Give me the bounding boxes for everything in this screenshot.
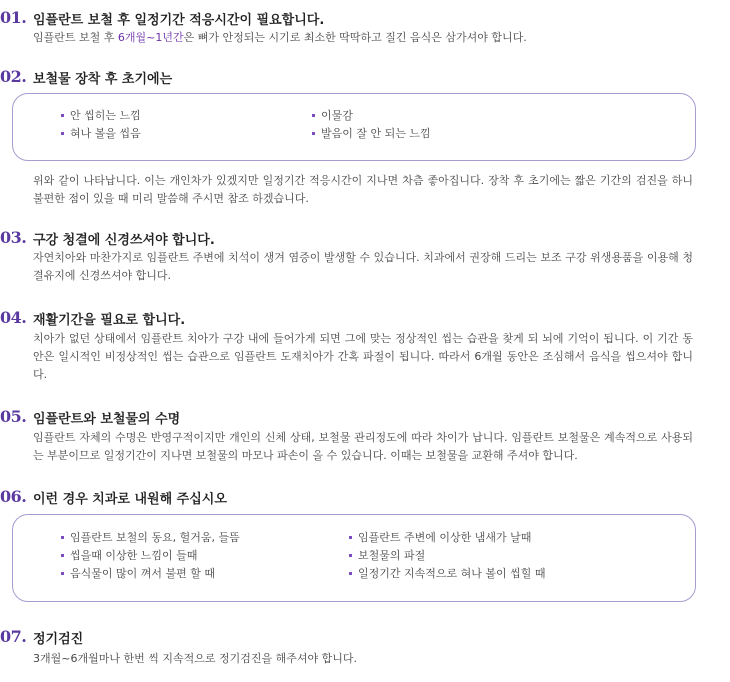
bullet-icon — [312, 132, 315, 135]
highlight-period: 6개월~1년간 — [117, 31, 184, 44]
section-04 — [0, 308, 730, 381]
list-item-text: 씹을때 이상한 느낌이 들때 — [70, 549, 198, 562]
symptom-list-left — [61, 107, 141, 143]
bullet-icon — [61, 114, 64, 117]
list-item — [61, 547, 240, 565]
bullet-icon — [312, 114, 315, 117]
visit-reasons-box — [12, 514, 696, 602]
section-heading — [0, 308, 730, 328]
symptom-box — [12, 93, 696, 161]
section-title: 보철물 장착 후 초기에는 — [33, 72, 173, 87]
list-item — [61, 125, 141, 143]
visit-reasons-list-left — [61, 529, 240, 583]
section-03 — [0, 228, 730, 282]
list-item — [312, 107, 431, 125]
bullet-icon — [61, 554, 64, 557]
section-heading — [0, 228, 730, 248]
list-item-text: 음식물이 많이 껴서 불편 할 때 — [70, 567, 215, 580]
body-text-pre: 임플란트 보철 후 — [33, 31, 118, 44]
body-text-post: 은 뼈가 안정되는 시기로 최소한 딱딱하고 질긴 음식은 삼가셔야 합니다. — [183, 31, 527, 44]
section-body: 자연치아와 마찬가지로 임플란트 주변에 치석이 생겨 염증이 발생할 수 있습니다. 치과에서 권장해 드리는 보조 구강 위생용품을 이용해 청결유지에 신경쓰셔야 합니다. — [33, 251, 693, 282]
section-body: 위와 같이 나타납니다. 이는 개인차가 있겠지만 일정기간 적응시간이 지나면 차츰 좋아집니다. 장착 후 초기에는 짧은 기간의 검진을 하니 불편한 점이 있을 때 미리 말씀해 주시면 참조 하겠습니다. — [33, 174, 693, 205]
section-number: 06. — [0, 487, 27, 506]
section-07 — [0, 627, 730, 665]
section-heading — [0, 627, 730, 647]
section-heading — [0, 487, 730, 507]
section-02 — [0, 67, 730, 205]
section-title: 이런 경우 치과로 내원해 주십시오 — [33, 492, 227, 507]
section-number: 05. — [0, 407, 27, 426]
section-number: 04. — [0, 308, 27, 327]
bullet-icon — [61, 536, 64, 539]
list-item — [349, 529, 546, 547]
list-item-text: 혀나 볼을 씹음 — [70, 127, 141, 140]
list-item — [61, 565, 240, 583]
bullet-icon — [349, 536, 352, 539]
list-item — [61, 529, 240, 547]
section-number: 02. — [0, 67, 27, 86]
visit-reasons-list-right — [349, 529, 546, 583]
section-heading — [0, 407, 730, 427]
list-item-text: 일정기간 지속적으로 혀나 볼이 씹힐 때 — [358, 567, 546, 580]
section-title: 재활기간을 필요로 합니다. — [33, 313, 186, 328]
section-body — [33, 29, 693, 47]
list-item — [61, 107, 141, 125]
section-title: 정기검진 — [33, 632, 84, 647]
bullet-icon — [61, 572, 64, 575]
section-06 — [0, 487, 730, 580]
list-item-text: 이물감 — [321, 109, 353, 122]
list-item-text: 임플란트 보철의 동요, 헐거움, 들뜸 — [70, 531, 240, 544]
section-01 — [0, 8, 730, 44]
list-item — [349, 547, 546, 565]
list-item — [349, 565, 546, 583]
section-05 — [0, 407, 730, 462]
section-number: 01. — [0, 8, 27, 27]
section-title: 임플란트와 보철물의 수명 — [33, 412, 181, 427]
section-body: 3개월~6개월마나 한번 씩 지속적으로 정기검진을 해주셔야 합니다. — [33, 652, 357, 665]
bullet-icon — [61, 132, 64, 135]
section-title: 임플란트 보철 후 일정기간 적응시간이 필요합니다. — [33, 13, 325, 28]
section-body: 임플란트 자체의 수명은 반영구적이지만 개인의 신체 상태, 보철물 관리정도에 따라 차이가 납니다. 임플란트 보철물은 계속적으로 사용되는 부분이므로 일정기간이 지나면 보철물의 마모나 파손이 올 수 있습니다. 이때는 보철물을 교환해 주셔야 합니다. — [33, 431, 693, 462]
symptom-list-right — [312, 107, 431, 143]
bullet-icon — [349, 572, 352, 575]
section-title: 구강 청결에 신경쓰셔야 합니다. — [33, 233, 215, 248]
list-item — [312, 125, 431, 143]
section-number: 03. — [0, 228, 27, 247]
section-heading — [0, 67, 730, 87]
section-heading — [0, 8, 730, 28]
list-item-text: 안 씹히는 느낌 — [70, 109, 141, 122]
bullet-icon — [349, 554, 352, 557]
section-number: 07. — [0, 627, 27, 646]
list-item-text: 발음이 잘 안 되는 느낌 — [321, 127, 431, 140]
section-body: 치아가 없던 상태에서 임플란트 치아가 구강 내에 들어가게 되면 그에 맞는 정상적인 씹는 습관을 찾게 되 뇌에 기억이 됩니다. 이 기간 동안은 일시적인 비정상적인 씹는 습관으로 임플란트 도재치아가 간혹 파절이 됩니다. 따라서 6개월 동안은 조심해서 음식을 씹으셔야 합니다. — [33, 332, 693, 381]
list-item-text: 보철물의 파절 — [358, 549, 426, 562]
list-item-text: 임플란트 주변에 이상한 냄새가 날때 — [358, 531, 532, 544]
